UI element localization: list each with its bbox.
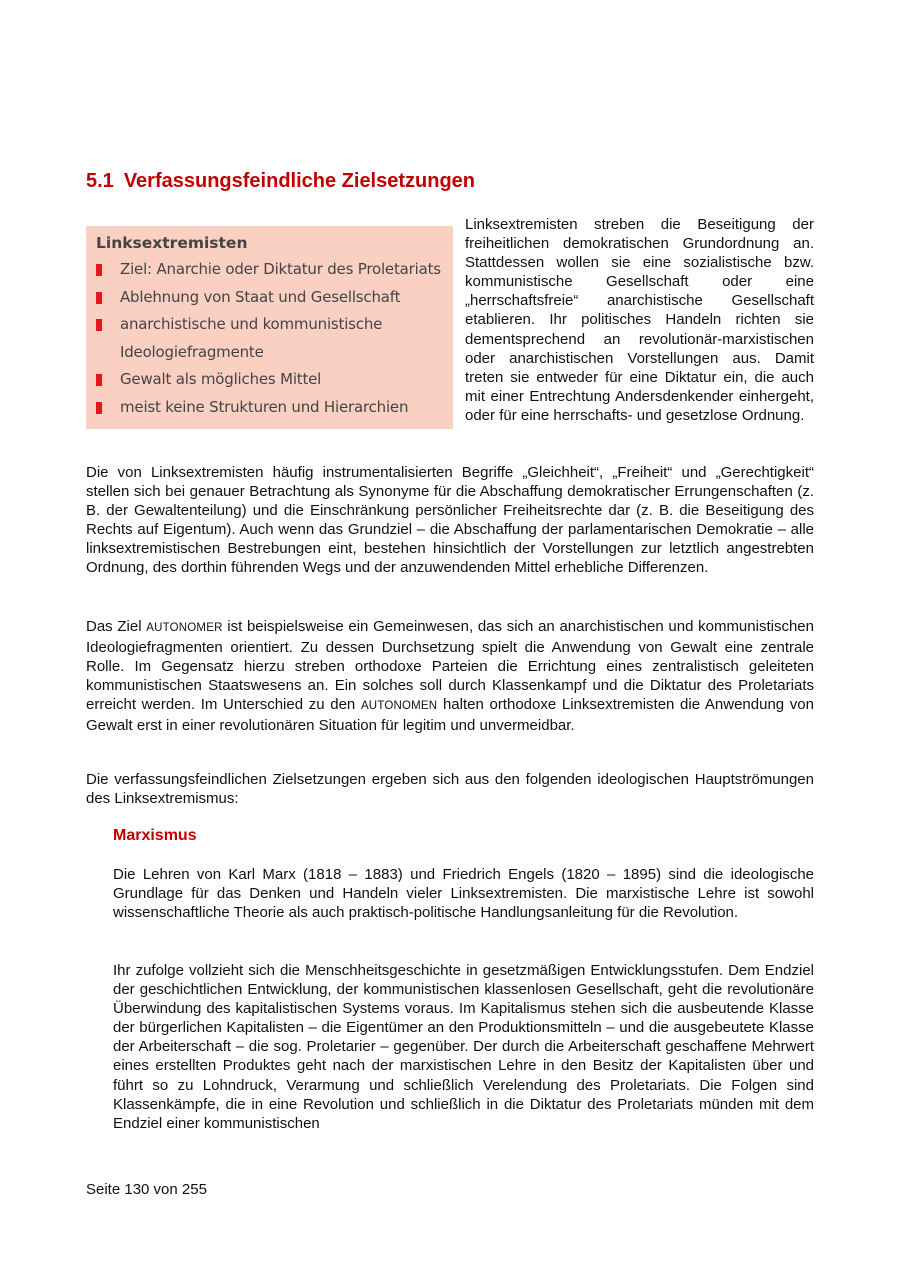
info-box-item — [96, 311, 443, 366]
info-box-item — [96, 284, 443, 312]
info-box — [86, 226, 453, 429]
page-number: Seite 130 von 255 — [86, 1181, 207, 1198]
subsection-paragraph-1: Die Lehren von Karl Marx (1818 – 1883) und Friedrich Engels (1820 – 1895) sind die ideologische Grundlage für das Denken und Handeln vieler Linksextremisten. Die marxistische Lehre ist sowohl wissenschaftliche Theorie als auch praktisch-politische Handlungsanleitung für die Revolution. — [113, 866, 814, 922]
subsection-title: Marxismus — [113, 827, 197, 844]
red-bullet-icon — [96, 292, 102, 304]
subsection-paragraph-2: Ihr zufolge vollzieht sich die Menschheitsgeschichte in gesetzmäßigen Entwicklungsstufen. Dem Endziel der geschichtlichen Entwicklung, der kommunistischen klassenlosen Gesellschaft, geht die revolutionäre Überwindung des kapitalistischen Systems voraus. Im Kapitalismus stehen sich die ausbeutende Klasse der bürgerlichen Kapitalisten – die Eigentümer an den Produktionsmitteln – und die ausgebeutete Klasse der Arbeiterschaft – die sog. Proletarier – gegenüber. Der durch die Arbeiterschaft geschaffene Mehrwert eines erstellten Produktes geht nach der marxistischen Lehre in den Besitz der Kapitalisten über und führt so zu Lohndruck, Verarmung und schließlich Verelendung des Proletariats. Die Folgen sind Klassenkämpfe, die in eine Revolution und schließlich in die Diktatur des Proletariats münden mit dem Endziel einer kommunistischen — [113, 962, 814, 1132]
term-autonomer: AUTONOMER — [146, 622, 223, 634]
red-bullet-icon — [96, 374, 102, 386]
info-box-list — [96, 256, 443, 422]
term-autonomen: AUTONOMEN — [360, 700, 438, 713]
body-paragraph-2 — [86, 617, 814, 736]
info-box-item-text: meist keine Strukturen und Hierarchien — [120, 397, 409, 416]
section-heading — [86, 170, 475, 193]
info-box-title: Linksextremisten — [96, 234, 248, 252]
info-box-item-text: Gewalt als mögliches Mittel — [120, 370, 322, 389]
red-bullet-icon — [96, 319, 102, 331]
paragraph-text: Das Ziel — [86, 618, 147, 635]
section-number: 5.1 — [86, 170, 114, 192]
red-bullet-icon — [96, 264, 102, 276]
body-paragraph-1: Die von Linksextremisten häufig instrumentalisierten Begriffe „Gleichheit“, „Freiheit“ und „Gerechtigkeit“ stellen sich bei genauer Betrachtung als Synonyme für die Abschaffung demokratischer Errungenschaften (z. B. der Gewaltenteilung) und die Einschränkung persönlicher Freiheitsrechte dar (z. B. die Beseitigung des Rechts auf Eigentum). Auch wenn das Grundziel – die Abschaffung der parlamentarischen Demokratie – alle linksextremistischen Bestrebungen eint, bestehen hinsichtlich der Vorstellungen zur letztlich angestrebten Ordnung, des dorthin führenden Wegs und der anzuwendenden Mittel erhebliche Differenzen. — [86, 464, 814, 577]
section-title: Verfassungsfeindliche Zielsetzungen — [123, 170, 476, 192]
info-box-item-text: Ablehnung von Staat und Gesellschaft — [120, 287, 401, 306]
info-box-item — [96, 394, 443, 422]
info-box-item-text: Ziel: Anarchie oder Diktatur des Proletariats — [120, 260, 441, 278]
body-paragraph-3: Die verfassungsfeindlichen Zielsetzungen ergeben sich aus den folgenden ideologischen Hauptströmungen des Linksextremismus: — [86, 771, 814, 808]
red-bullet-icon — [96, 402, 102, 414]
paragraph-text: ist beispielsweise ein Gemeinwesen, das sich an anarchistischen und kommunistischen Ideologiefragmenten orientiert. Zu dessen Durchsetzung spielt die Anwendung von Gewalt eine zentrale Rolle. Im Gegensatz hierzu streben orthodoxe Parteien die Errichtung eines zentralistisch geleiteten kommunistischen Staatswesens an. Ein solches soll durch Klassenkampf und die Diktatur des Proletariats erreicht werden. Im Unterschied zu den — [86, 618, 814, 714]
info-box-item — [96, 256, 443, 284]
info-box-item — [96, 366, 443, 394]
info-box-item-text: anarchistische und kommunistische Ideologiefragmente — [120, 315, 383, 361]
intro-paragraph: Linksextremisten streben die Beseitigung der freiheitlichen demokratischen Grundordnung an. Stattdessen wollen sie eine sozialistische bzw. kommunistische Gesellschaft oder eine „herrschaftsfreie“ anarchistische Gesellschaft etablieren. Ihr politisches Handeln richten sie dementsprechend an revolutionär-marxistischen oder anarchistischen Vorstellungen aus. Damit treten sie entweder für eine Diktatur ein, die auch mit einer Entrechtung Andersdenkender einhergeht, oder für eine herrschafts- und gesetzlose Ordnung. — [465, 216, 814, 424]
paragraph-text: halten orthodoxe Linksextremisten die Anwendung von Gewalt erst in einer revolutionären Situation für legitim und unvermeidbar. — [86, 696, 814, 735]
